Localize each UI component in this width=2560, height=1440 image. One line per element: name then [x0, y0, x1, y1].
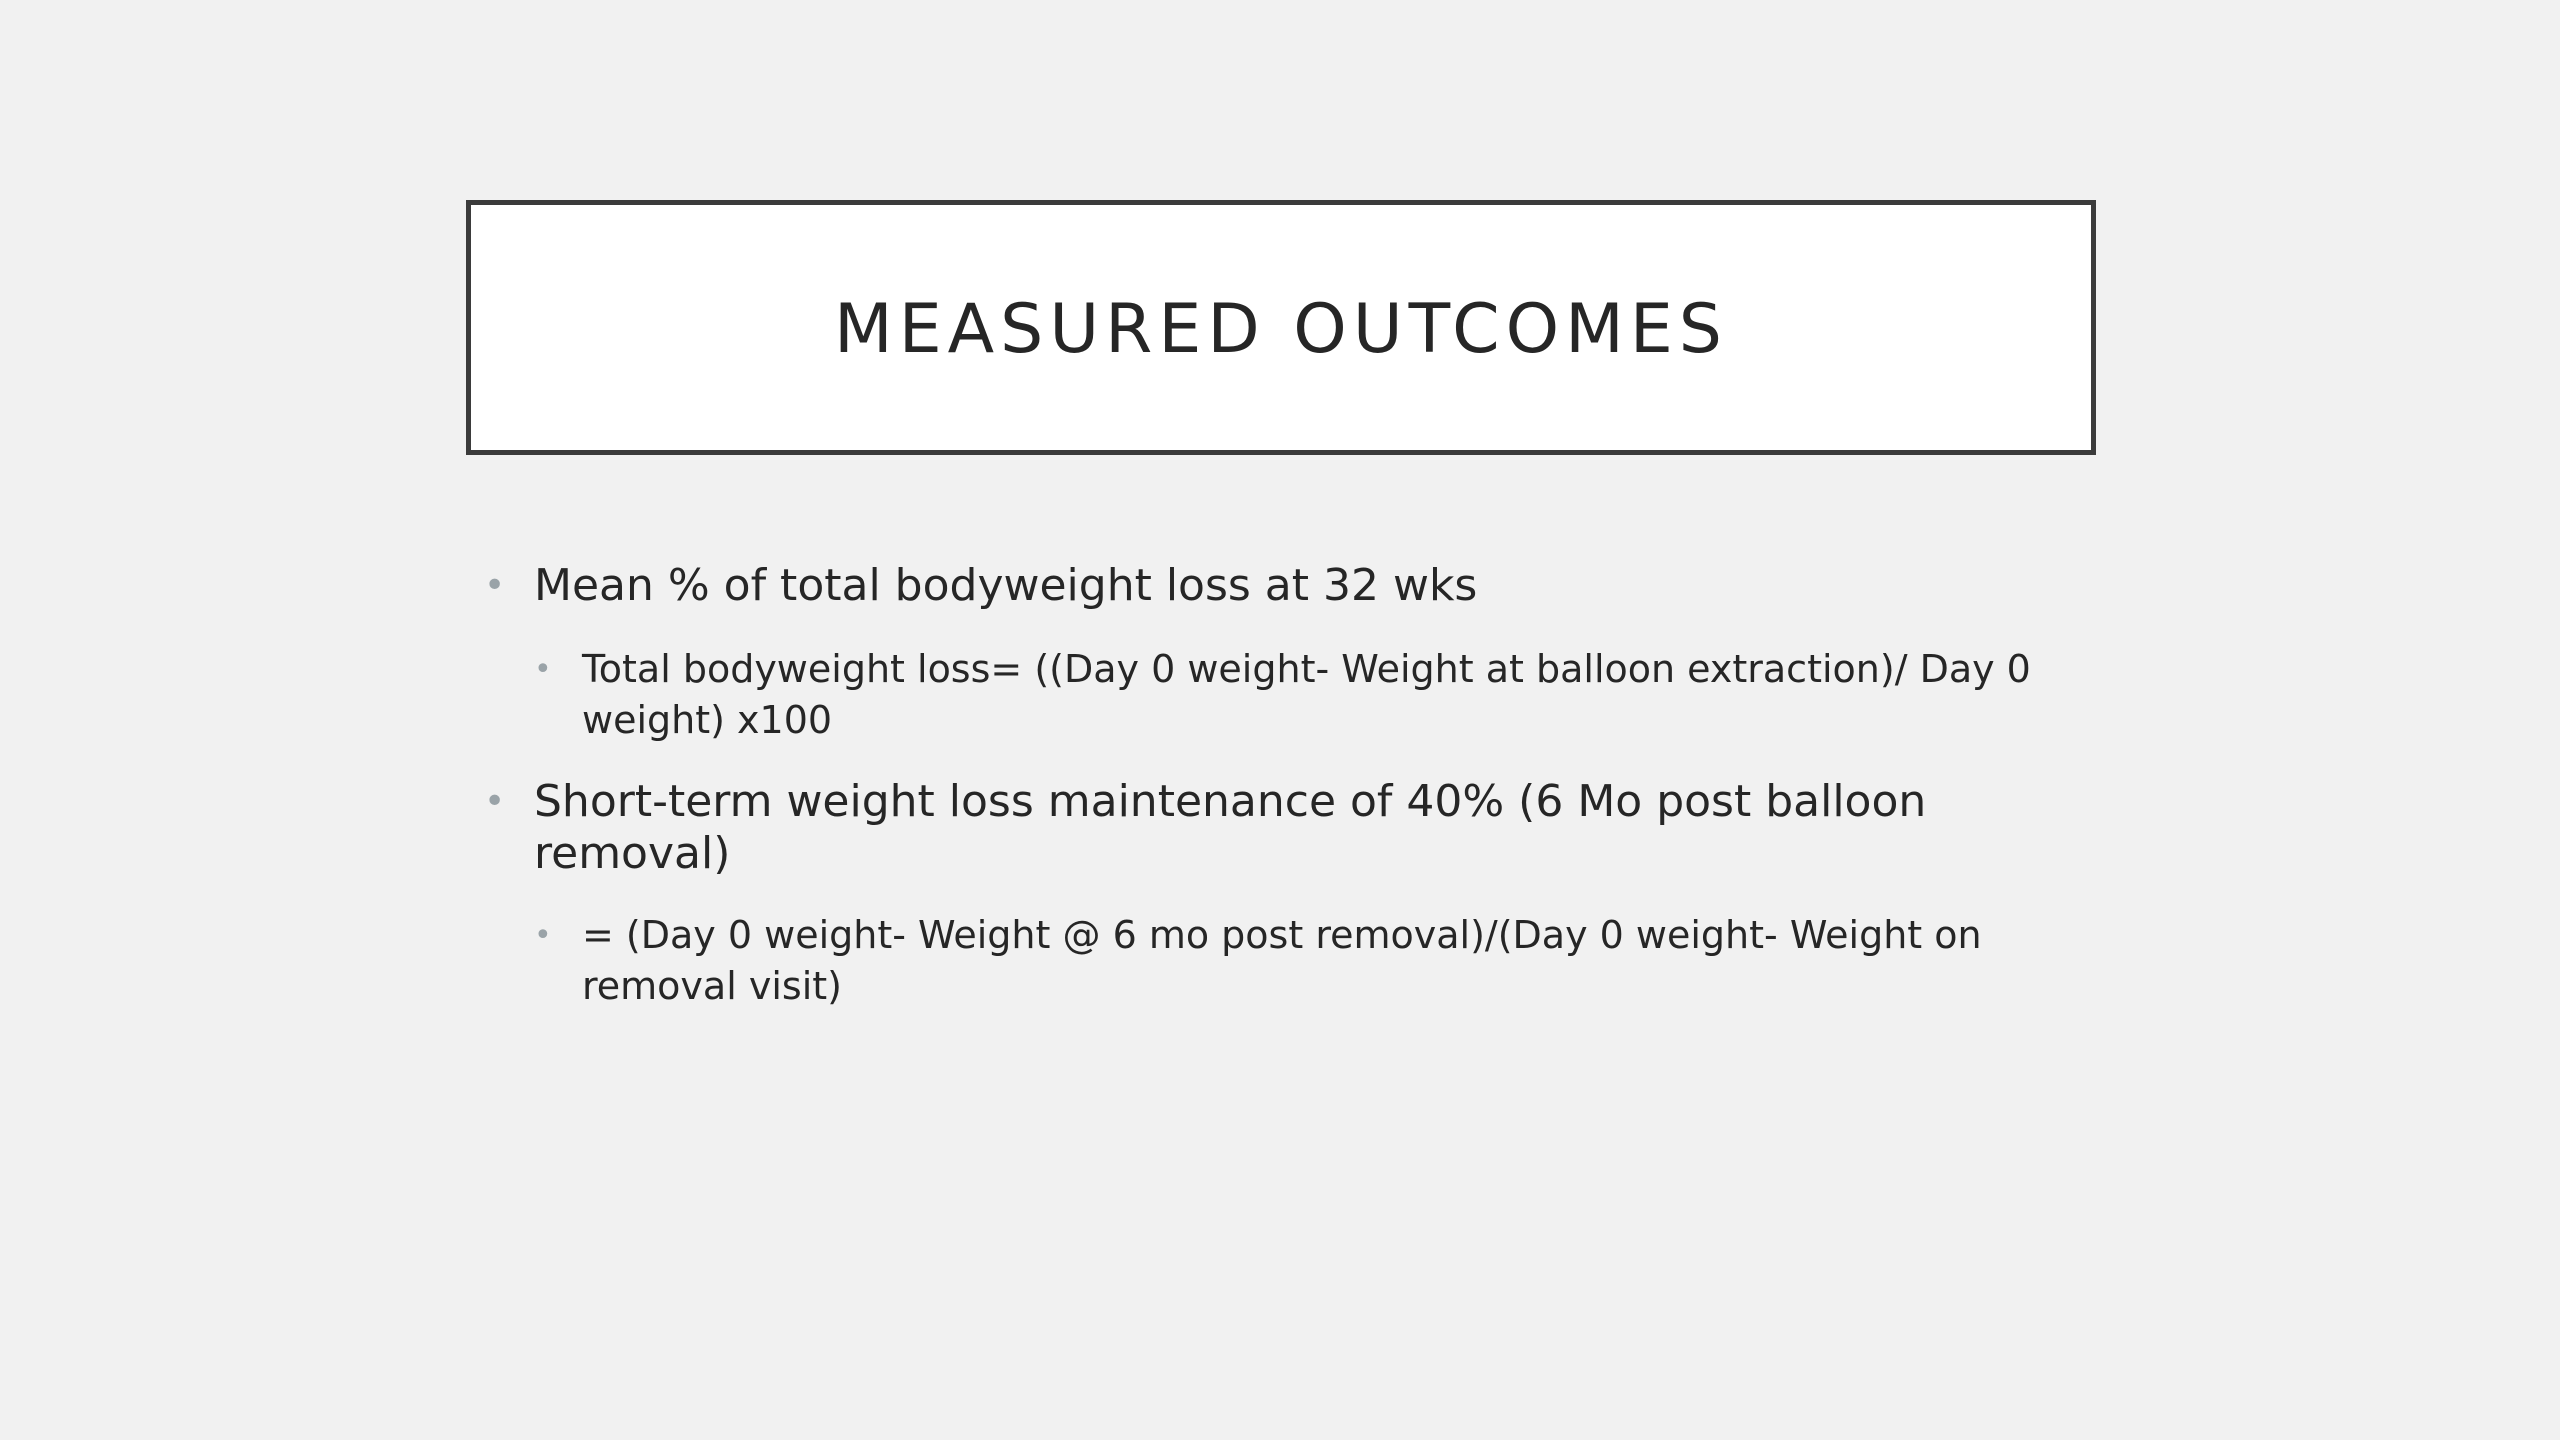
sub-bullet-text: Total bodyweight loss= ((Day 0 weight- Weight at balloon extraction)/ Day 0 weight) x100	[582, 647, 2031, 742]
bullet-dot-icon: •	[484, 781, 506, 822]
bullet-text: Short-term weight loss maintenance of 40% (6 Mo post balloon removal)	[534, 776, 1927, 879]
bullet-dot-icon: •	[484, 565, 506, 606]
sub-bullet-item	[484, 910, 2084, 1012]
sub-bullet-dot-icon: •	[534, 652, 552, 687]
bullet-item	[484, 560, 2084, 612]
bullet-text: Mean % of total bodyweight loss at 32 wks	[534, 560, 1478, 611]
title-box	[466, 200, 2096, 455]
bullet-item	[484, 776, 2084, 880]
sub-bullet-item	[484, 644, 2084, 746]
slide-title: MEASURED OUTCOMES	[834, 290, 1728, 369]
bullet-list	[484, 560, 2084, 1012]
sub-bullet-dot-icon: •	[534, 918, 552, 953]
sub-bullet-text: = (Day 0 weight- Weight @ 6 mo post removal)/(Day 0 weight- Weight on removal visit)	[582, 913, 1982, 1008]
